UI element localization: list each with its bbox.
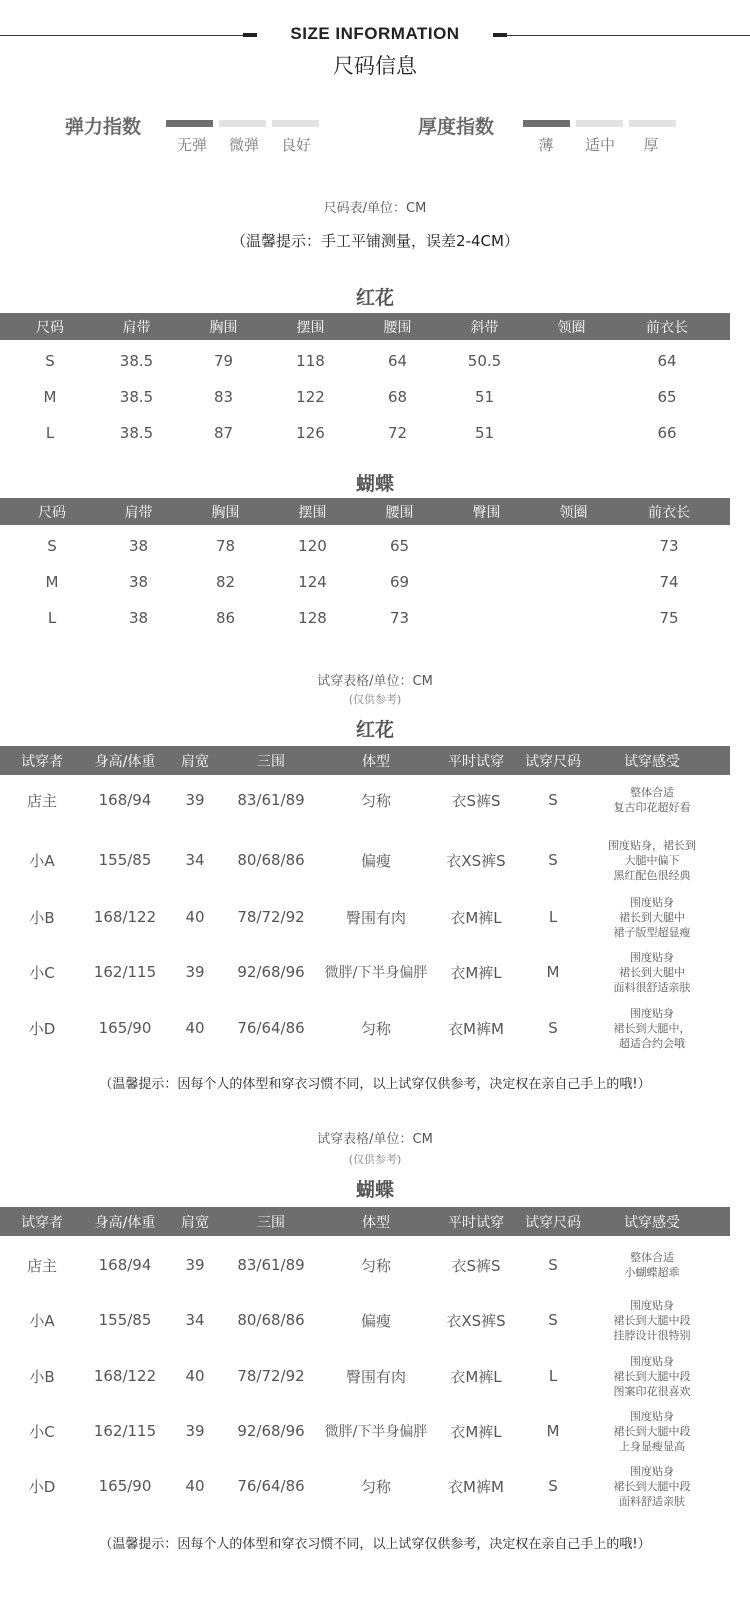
size-cell: 72 bbox=[387, 424, 408, 442]
feedback-line: 裙子版型超显瘦 bbox=[613, 925, 691, 939]
column-header: 臀围 bbox=[472, 504, 501, 521]
tryon-cell: 衣M裤L bbox=[450, 1422, 502, 1441]
size-cell: M bbox=[45, 573, 59, 591]
size-cell: 64 bbox=[657, 352, 677, 370]
tryon-cell: 小D bbox=[28, 1019, 56, 1038]
scale-bar-0 bbox=[523, 120, 570, 127]
column-header: 斜带 bbox=[470, 319, 499, 336]
tryon-cell: 匀称 bbox=[360, 1477, 391, 1496]
column-header: 身高/体重 bbox=[94, 1214, 156, 1231]
column-header: 腰围 bbox=[383, 319, 412, 336]
tryon-cell: 衣S裤S bbox=[451, 1256, 501, 1275]
size-cell: 83 bbox=[213, 388, 234, 406]
tryon-table-row bbox=[0, 1461, 730, 1511]
column-header: 试穿尺码 bbox=[525, 753, 581, 770]
tryon-cell: S bbox=[548, 1019, 558, 1037]
size-table-header bbox=[0, 313, 730, 340]
column-header: 身高/体重 bbox=[94, 753, 156, 770]
feedback-line: 裙长到大腿中， bbox=[613, 1021, 691, 1035]
feedback-line: 大腿中偏下 bbox=[624, 853, 680, 867]
tryon-table-header bbox=[0, 1207, 730, 1236]
column-header: 肩带 bbox=[122, 319, 151, 336]
tryon-cell: 小D bbox=[28, 1477, 56, 1496]
size-cell: 118 bbox=[296, 352, 325, 370]
tryon-table-row bbox=[0, 1351, 730, 1401]
tryon-cell: 小A bbox=[29, 851, 55, 870]
tryon-cell: 83/61/89 bbox=[237, 791, 305, 809]
tryon-cell: S bbox=[548, 1477, 558, 1495]
tryon-table-row bbox=[0, 1240, 730, 1290]
size-cell: 65 bbox=[657, 388, 677, 406]
tryon-disclaimer: （温馨提示：因每个人的体型和穿衣习惯不同，以上试穿仅供参考，决定权在亲自己手上的哦!） bbox=[99, 1077, 651, 1092]
tryon-cell: 83/61/89 bbox=[237, 1256, 305, 1274]
tryon-feedback bbox=[588, 895, 716, 940]
title-chinese: 尺码信息 bbox=[333, 54, 417, 78]
feedback-line: 挂脖设计很特别 bbox=[613, 1328, 691, 1342]
tryon-reference-note: (仅供参考) bbox=[348, 693, 402, 706]
feedback-line: 裙长到大腿中 bbox=[619, 965, 685, 979]
size-cell: 79 bbox=[213, 352, 234, 370]
tryon-cell: 偏瘦 bbox=[360, 851, 391, 870]
size-table-title: 红花 bbox=[355, 287, 394, 309]
column-header: 尺码 bbox=[38, 504, 66, 521]
tryon-cell: 40 bbox=[185, 1477, 205, 1495]
tryon-cell: 76/64/86 bbox=[237, 1477, 305, 1495]
tryon-cell: 偏瘦 bbox=[360, 1311, 391, 1330]
tryon-cell: 34 bbox=[185, 851, 205, 869]
scale-bar-1 bbox=[576, 120, 623, 127]
scale-label: 厚 bbox=[643, 136, 659, 154]
size-table-title: 蝴蝶 bbox=[355, 473, 394, 495]
column-header: 三围 bbox=[257, 1214, 285, 1231]
tryon-feedback bbox=[588, 1298, 716, 1343]
column-header: 三围 bbox=[257, 753, 285, 770]
size-cell: 74 bbox=[659, 573, 679, 591]
column-header: 试穿尺码 bbox=[525, 1214, 581, 1231]
scale-label: 无弹 bbox=[176, 136, 207, 154]
tryon-cell: 匀称 bbox=[360, 1019, 391, 1038]
feedback-line: 整体合适 bbox=[630, 786, 674, 799]
feedback-line: 图案印花很喜欢 bbox=[613, 1384, 691, 1398]
tryon-cell: 小B bbox=[29, 908, 55, 927]
size-cell: 82 bbox=[215, 573, 236, 591]
tryon-cell: 小A bbox=[29, 1311, 55, 1330]
tryon-cell: 衣S裤S bbox=[451, 791, 501, 810]
size-cell: 75 bbox=[659, 609, 679, 627]
tryon-feedback bbox=[588, 1464, 716, 1509]
size-cell: 68 bbox=[387, 388, 408, 406]
size-cell: L bbox=[45, 424, 55, 442]
size-unit-label: 尺码表/单位：CM bbox=[323, 201, 427, 216]
tryon-table-title: 蝴蝶 bbox=[355, 1179, 394, 1201]
tryon-cell: 匀称 bbox=[360, 1256, 391, 1275]
tryon-unit-label: 试穿表格/单位：CM bbox=[317, 1132, 433, 1147]
column-header: 体型 bbox=[362, 1214, 390, 1231]
tryon-feedback bbox=[588, 1354, 716, 1399]
tryon-cell: 34 bbox=[185, 1311, 205, 1329]
feedback-line: 黑红配色很经典 bbox=[613, 868, 691, 882]
size-cell: M bbox=[43, 388, 57, 406]
feedback-line: 围度贴身 bbox=[630, 950, 674, 964]
tryon-table-row bbox=[0, 835, 730, 885]
column-header: 肩宽 bbox=[181, 753, 209, 770]
size-cell: 51 bbox=[474, 424, 495, 442]
feedback-line: 围度贴身 bbox=[630, 1409, 674, 1423]
column-header: 肩宽 bbox=[181, 1214, 209, 1231]
tryon-cell: 衣M裤M bbox=[448, 1477, 504, 1496]
tryon-cell: 155/85 bbox=[98, 1311, 152, 1329]
size-cell: 78 bbox=[215, 537, 236, 555]
column-header: 试穿感受 bbox=[624, 753, 680, 770]
column-header: 领圈 bbox=[559, 504, 588, 521]
size-cell: 122 bbox=[296, 388, 325, 406]
feedback-line: 裙长到大腿中段 bbox=[613, 1424, 691, 1438]
tryon-cell: 40 bbox=[185, 1367, 205, 1385]
tryon-cell: 衣M裤L bbox=[450, 1367, 502, 1386]
tryon-cell: 衣XS裤S bbox=[446, 1311, 506, 1330]
size-cell: 73 bbox=[659, 537, 679, 555]
tryon-table-row bbox=[0, 1295, 730, 1345]
tryon-disclaimer: （温馨提示：因每个人的体型和穿衣习惯不同，以上试穿仅供参考，决定权在亲自己手上的哦!） bbox=[99, 1537, 651, 1552]
tryon-table-row bbox=[0, 1003, 730, 1053]
tryon-cell: 微胖/下半身偏胖 bbox=[324, 1424, 428, 1440]
tryon-feedback bbox=[588, 838, 716, 883]
feedback-line: 围度贴身 bbox=[630, 1464, 674, 1478]
size-cell: 66 bbox=[657, 424, 677, 442]
tryon-cell: 衣M裤L bbox=[450, 908, 502, 927]
tryon-cell: 店主 bbox=[26, 1256, 57, 1275]
feedback-line: 裙长到大腿中 bbox=[619, 910, 685, 924]
tryon-cell: S bbox=[548, 851, 558, 869]
size-table-row bbox=[0, 534, 730, 558]
tryon-cell: S bbox=[548, 1311, 558, 1329]
tryon-cell: L bbox=[548, 1367, 558, 1385]
tryon-cell: 小C bbox=[29, 1422, 55, 1441]
tryon-cell: L bbox=[548, 908, 558, 926]
size-cell: 38 bbox=[128, 609, 149, 627]
feedback-line: 裙长到大腿中段 bbox=[613, 1313, 691, 1327]
scale-bar-2 bbox=[629, 120, 676, 127]
column-header: 试穿感受 bbox=[624, 1214, 680, 1231]
column-header: 胸围 bbox=[211, 504, 240, 521]
column-header: 平时试穿 bbox=[448, 753, 504, 770]
feedback-line: 小蝴蝶超乖 bbox=[624, 1266, 680, 1279]
feedback-line: 面料很舒适亲肤 bbox=[613, 980, 691, 994]
tryon-cell: 92/68/96 bbox=[237, 963, 305, 981]
column-header: 尺码 bbox=[36, 319, 64, 336]
size-table-row bbox=[0, 606, 730, 630]
tryon-cell: 168/94 bbox=[98, 791, 152, 809]
tryon-table-title: 红花 bbox=[355, 719, 394, 741]
size-cell: 38 bbox=[128, 537, 149, 555]
tryon-feedback bbox=[588, 1006, 716, 1051]
tryon-cell: 92/68/96 bbox=[237, 1422, 305, 1440]
tryon-cell: 80/68/86 bbox=[237, 1311, 305, 1329]
tryon-cell: 臀围有肉 bbox=[345, 908, 406, 927]
feedback-line: 围度贴身 bbox=[630, 1354, 674, 1368]
scale-label: 薄 bbox=[538, 136, 554, 154]
tryon-cell: 匀称 bbox=[360, 791, 391, 810]
size-table-row bbox=[0, 421, 730, 445]
size-cell: 73 bbox=[389, 609, 410, 627]
feedback-line: 面料舒适亲肤 bbox=[619, 1494, 685, 1508]
feedback-line: 围度贴身 bbox=[630, 1298, 674, 1312]
tryon-table-row bbox=[0, 775, 730, 825]
tryon-cell: 80/68/86 bbox=[237, 851, 305, 869]
tryon-table-row bbox=[0, 947, 730, 997]
tryon-cell: 衣M裤M bbox=[448, 1019, 504, 1038]
scale-label: 良好 bbox=[280, 136, 311, 154]
tryon-cell: 39 bbox=[185, 791, 205, 809]
feedback-line: 裙长到大腿中段 bbox=[613, 1369, 691, 1383]
tryon-cell: 78/72/92 bbox=[237, 908, 305, 926]
tryon-cell: 165/90 bbox=[98, 1019, 152, 1037]
column-header: 前衣长 bbox=[648, 504, 690, 521]
tryon-cell: 168/122 bbox=[93, 1367, 157, 1385]
tryon-cell: 衣M裤L bbox=[450, 963, 502, 982]
column-header: 肩带 bbox=[124, 504, 153, 521]
size-cell: 50.5 bbox=[467, 352, 502, 370]
size-cell: L bbox=[47, 609, 57, 627]
size-table-row bbox=[0, 349, 730, 373]
size-cell: 120 bbox=[298, 537, 327, 555]
tryon-cell: 臀围有肉 bbox=[345, 1367, 406, 1386]
tryon-feedback bbox=[588, 950, 716, 995]
feedback-line: 超适合约会哦 bbox=[619, 1036, 685, 1050]
column-header: 领圈 bbox=[557, 319, 586, 336]
tryon-cell: 155/85 bbox=[98, 851, 152, 869]
size-cell: 38 bbox=[128, 573, 149, 591]
column-header: 腰围 bbox=[385, 504, 414, 521]
size-cell: S bbox=[47, 537, 57, 555]
tryon-cell: 165/90 bbox=[98, 1477, 152, 1495]
size-table-row bbox=[0, 385, 730, 409]
feedback-line: 复古印花超好看 bbox=[613, 801, 691, 814]
scale-bar-2 bbox=[272, 120, 319, 127]
scale-label: 适中 bbox=[584, 136, 615, 154]
size-cell: 124 bbox=[298, 573, 327, 591]
tryon-cell: 小B bbox=[29, 1367, 55, 1386]
column-header: 试穿者 bbox=[21, 753, 63, 770]
column-header: 胸围 bbox=[209, 319, 238, 336]
tryon-cell: 39 bbox=[185, 1256, 205, 1274]
feedback-line: 整体合适 bbox=[630, 1251, 674, 1264]
tryon-feedback bbox=[588, 785, 716, 815]
elasticity-title: 弹力指数 bbox=[65, 116, 142, 138]
size-cell: 65 bbox=[389, 537, 410, 555]
column-header: 摆围 bbox=[298, 504, 327, 521]
tryon-cell: M bbox=[546, 963, 560, 981]
size-cell: 69 bbox=[389, 573, 410, 591]
size-cell: 128 bbox=[298, 609, 327, 627]
tryon-cell: 162/115 bbox=[93, 963, 157, 981]
size-cell: 87 bbox=[213, 424, 234, 442]
size-cell: 86 bbox=[215, 609, 236, 627]
size-table-row bbox=[0, 570, 730, 594]
tryon-cell: 76/64/86 bbox=[237, 1019, 305, 1037]
column-header: 前衣长 bbox=[646, 319, 688, 336]
feedback-line: 裙长到大腿中段 bbox=[613, 1479, 691, 1493]
tryon-cell: 40 bbox=[185, 1019, 205, 1037]
size-cell: 64 bbox=[387, 352, 408, 370]
tryon-table-row bbox=[0, 1406, 730, 1456]
size-cell: 126 bbox=[296, 424, 325, 442]
column-header: 体型 bbox=[362, 753, 390, 770]
feedback-line: 围度贴身 bbox=[630, 1006, 674, 1020]
tryon-cell: S bbox=[548, 1256, 558, 1274]
tryon-reference-note: (仅供参考) bbox=[348, 1153, 402, 1166]
size-cell: S bbox=[45, 352, 55, 370]
size-cell: 51 bbox=[474, 388, 495, 406]
title-english: SIZE INFORMATION bbox=[290, 24, 460, 43]
tryon-cell: 168/122 bbox=[93, 908, 157, 926]
scale-label: 微弹 bbox=[228, 136, 259, 154]
tryon-cell: 微胖/下半身偏胖 bbox=[324, 965, 428, 981]
column-header: 平时试穿 bbox=[448, 1214, 504, 1231]
tryon-cell: 168/94 bbox=[98, 1256, 152, 1274]
tryon-cell: 衣XS裤S bbox=[446, 851, 506, 870]
measure-tip: （温馨提示：手工平铺测量，误差2-4CM） bbox=[231, 232, 519, 250]
tryon-cell: M bbox=[546, 1422, 560, 1440]
tryon-cell: S bbox=[548, 791, 558, 809]
tryon-unit-label: 试穿表格/单位：CM bbox=[317, 674, 433, 689]
tryon-cell: 39 bbox=[185, 963, 205, 981]
tryon-cell: 店主 bbox=[26, 791, 57, 810]
feedback-line: 上身显瘦显高 bbox=[619, 1439, 685, 1453]
tryon-cell: 162/115 bbox=[93, 1422, 157, 1440]
size-table-header bbox=[0, 498, 730, 525]
feedback-line: 围度贴身 bbox=[630, 895, 674, 909]
tryon-cell: 39 bbox=[185, 1422, 205, 1440]
size-cell: 38.5 bbox=[119, 388, 154, 406]
tryon-cell: 78/72/92 bbox=[237, 1367, 305, 1385]
tryon-feedback bbox=[588, 1250, 716, 1280]
column-header: 试穿者 bbox=[21, 1214, 63, 1231]
tryon-table-header bbox=[0, 746, 730, 775]
column-header: 摆围 bbox=[296, 319, 325, 336]
size-cell: 38.5 bbox=[119, 424, 154, 442]
scale-bar-0 bbox=[166, 120, 213, 127]
feedback-line: 围度贴身，裙长到 bbox=[608, 838, 696, 852]
tryon-feedback bbox=[588, 1409, 716, 1454]
size-cell: 38.5 bbox=[119, 352, 154, 370]
tryon-table-row bbox=[0, 892, 730, 942]
thickness-title: 厚度指数 bbox=[418, 116, 495, 138]
tryon-cell: 小C bbox=[29, 963, 55, 982]
tryon-cell: 40 bbox=[185, 908, 205, 926]
scale-bar-1 bbox=[219, 120, 266, 127]
